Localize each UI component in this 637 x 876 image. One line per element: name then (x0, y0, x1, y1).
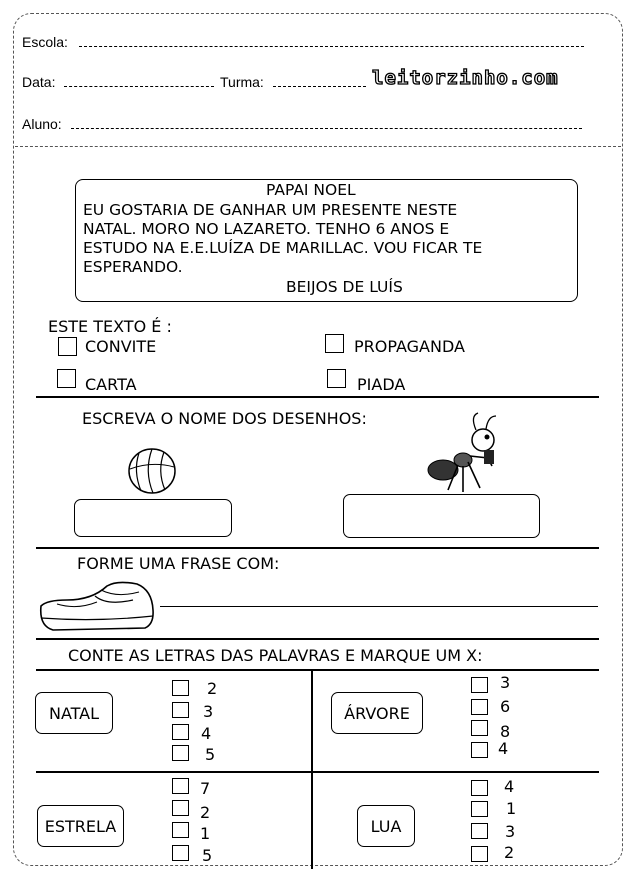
count-option: 3 (203, 702, 214, 721)
class-field[interactable] (273, 86, 366, 87)
letter-title: PAPAI NOEL (266, 181, 356, 199)
q1-prompt: ESTE TEXTO É : (48, 317, 172, 336)
count-option: 4 (504, 777, 515, 796)
count-checkbox[interactable] (172, 724, 189, 740)
count-checkbox[interactable] (172, 702, 189, 718)
class-label: Turma: (220, 74, 264, 90)
count-option: 1 (506, 799, 517, 818)
count-checkbox[interactable] (172, 778, 189, 794)
school-field[interactable] (79, 46, 584, 47)
date-field[interactable] (64, 86, 214, 87)
count-checkbox[interactable] (471, 699, 488, 715)
count-checkbox[interactable] (172, 822, 189, 838)
word-label: ESTRELA (44, 816, 117, 836)
count-option: 2 (207, 679, 218, 698)
count-option: 3 (500, 673, 511, 692)
count-option: 3 (505, 822, 516, 841)
count-option: 2 (504, 843, 515, 862)
option-piada: PIADA (357, 375, 406, 394)
count-checkbox[interactable] (471, 720, 488, 736)
site-logo: leitorzinho.com (372, 67, 559, 89)
option-carta: CARTA (85, 375, 137, 394)
count-option: 4 (201, 724, 212, 743)
letter-line: ESPERANDO. (83, 258, 183, 276)
count-checkbox[interactable] (471, 742, 488, 758)
count-checkbox[interactable] (471, 823, 488, 839)
count-option: 7 (200, 779, 211, 798)
count-checkbox[interactable] (172, 680, 189, 696)
word-label: LUA (370, 816, 402, 836)
q4-prompt: CONTE AS LETRAS DAS PALAVRAS E MARQUE UM X: (68, 646, 483, 665)
section-divider (36, 547, 599, 549)
count-option: 4 (498, 739, 509, 758)
word-natal (35, 692, 113, 734)
count-checkbox[interactable] (172, 745, 189, 761)
q2-prompt: ESCREVA O NOME DOS DESENHOS: (82, 409, 367, 428)
option-convite: CONVITE (85, 337, 157, 356)
checkbox-convite[interactable] (58, 337, 77, 356)
count-checkbox[interactable] (471, 846, 488, 862)
answer-box-ant[interactable] (343, 494, 540, 538)
q3-prompt: FORME UMA FRASE COM: (77, 554, 280, 573)
table-middle-border (36, 771, 599, 773)
count-checkbox[interactable] (172, 845, 189, 861)
count-checkbox[interactable] (471, 801, 488, 817)
option-propaganda: PROPAGANDA (354, 337, 465, 356)
student-field[interactable] (71, 128, 582, 129)
checkbox-carta[interactable] (57, 369, 76, 388)
table-center-divider (311, 669, 313, 869)
student-label: Aluno: (22, 116, 62, 132)
count-option: 2 (200, 803, 211, 822)
count-checkbox[interactable] (172, 800, 189, 816)
ant-icon (418, 410, 508, 495)
word-arvore (331, 692, 423, 734)
letter-signature: BEIJOS DE LUÍS (286, 278, 403, 296)
letter-line: NATAL. MORO NO LAZARETO. TENHO 6 ANOS E (83, 220, 450, 238)
date-label: Data: (22, 74, 56, 90)
word-label: ÁRVORE (344, 703, 410, 723)
count-option: 5 (205, 745, 216, 764)
sentence-line[interactable] (160, 606, 598, 607)
word-lua (357, 805, 415, 847)
header-separator (15, 146, 621, 147)
letter-box (75, 179, 578, 302)
word-estrela (37, 805, 124, 847)
answer-box-ball[interactable] (74, 499, 232, 537)
ball-icon (127, 447, 177, 495)
section-divider (36, 638, 599, 640)
shoe-icon (37, 576, 157, 634)
letter-line: EU GOSTARIA DE GANHAR UM PRESENTE NESTE (83, 201, 458, 219)
count-checkbox[interactable] (471, 677, 488, 693)
section-divider (36, 396, 599, 398)
count-option: 1 (200, 824, 211, 843)
school-label: Escola: (22, 34, 68, 50)
letter-line: ESTUDO NA E.E.LUÍZA DE MARILLAC. VOU FICAR TE (83, 239, 483, 257)
checkbox-propaganda[interactable] (325, 334, 344, 353)
count-checkbox[interactable] (471, 780, 488, 796)
count-option: 6 (500, 697, 511, 716)
table-top-border (36, 669, 599, 671)
count-option: 5 (202, 846, 213, 865)
word-label: NATAL (48, 703, 100, 723)
checkbox-piada[interactable] (327, 369, 346, 388)
count-option: 8 (500, 722, 511, 741)
page-border (13, 13, 623, 866)
